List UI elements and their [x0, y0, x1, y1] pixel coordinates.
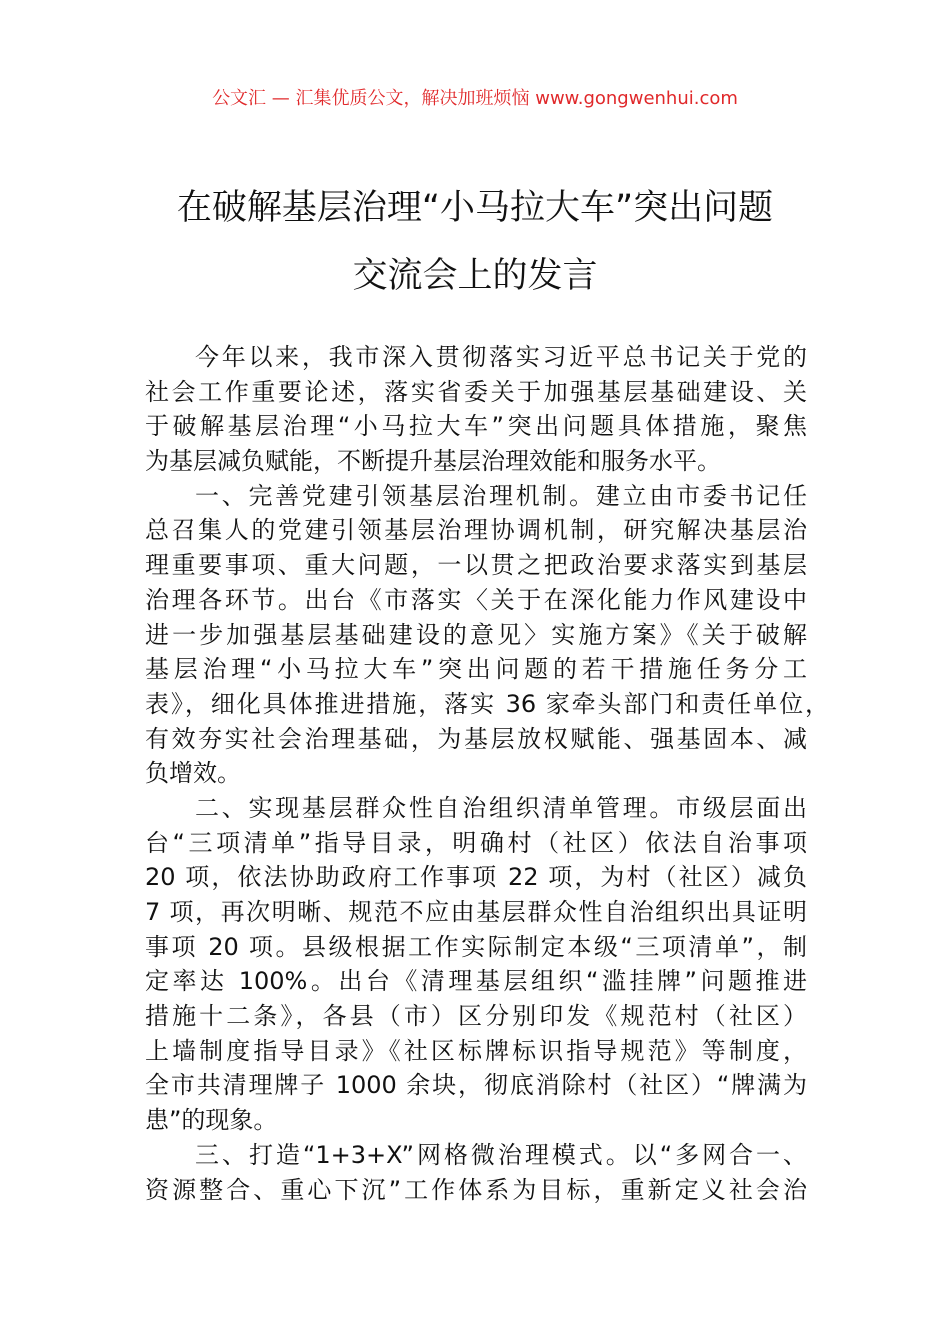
paragraph-line: 二、实现基层群众性自治组织清单管理。市级层面出 [195, 793, 807, 822]
paragraph-line: 负增效。 [145, 759, 241, 788]
paragraph-line: 一、完善党建引领基层治理机制。建立由市委书记任 [195, 481, 807, 510]
paragraph-line: 20 项，依法协助政府工作事项 22 项，为村（社区）减负 [145, 863, 807, 892]
paragraph-line: 为基层减负赋能，不断提升基层治理效能和服务水平。 [145, 447, 721, 476]
paragraph-line: 基层治理“小马拉大车”突出问题的若干措施任务分工 [145, 655, 807, 684]
paragraph-line: 定率达 100%。出台《清理基层组织“滥挂牌”问题推进 [145, 967, 807, 996]
watermark-header: 公文汇 — 汇集优质公文，解决加班烦恼 www.gongwenhui.com [212, 88, 738, 109]
paragraph-line: 治理各环节。出台《市落实〈关于在深化能力作风建设中 [145, 585, 807, 614]
document-title-line-2: 交流会上的发言 [352, 256, 598, 296]
paragraph-line: 资源整合、重心下沉”工作体系为目标，重新定义社会治 [145, 1175, 807, 1204]
paragraph-line: 于破解基层治理“小马拉大车”突出问题具体措施，聚焦 [145, 412, 807, 441]
paragraph-line: 患”的现象。 [145, 1106, 278, 1135]
paragraph-line: 上墙制度指导目录》《社区标牌标识指导规范》等制度， [145, 1036, 807, 1065]
paragraph [145, 479, 829, 791]
paragraph-line: 总召集人的党建引领基层治理协调机制，研究解决基层治 [145, 516, 807, 545]
paragraph-line: 表》，细化具体推进措施，落实 36 家牵头部门和责任单位， [145, 689, 829, 718]
paragraph [145, 1138, 807, 1207]
paragraph-line: 7 项，再次明晰、规范不应由基层群众性自治组织出具证明 [145, 898, 807, 926]
paragraph-line: 全市共清理牌子 1000 余块，彻底消除村（社区）“牌满为 [145, 1071, 807, 1100]
paragraph-line: 社会工作重要论述，落实省委关于加强基层基础建设、关 [145, 377, 807, 406]
paragraph-line: 事项 20 项。县级根据工作实际制定本级“三项清单”，制 [145, 932, 807, 961]
paragraph [145, 340, 807, 479]
paragraph [145, 791, 807, 1138]
paragraph-line: 三、打造“1+3+X”网格微治理模式。以“多网合一、 [195, 1140, 807, 1169]
paragraph-line: 今年以来，我市深入贯彻落实习近平总书记关于党的 [195, 343, 807, 371]
paragraph-line: 台“三项清单”指导目录，明确村（社区）依法自治事项 [145, 828, 807, 857]
paragraph-line: 理重要事项、重大问题，一以贯之把政治要求落实到基层 [145, 551, 807, 580]
paragraph-line: 措施十二条》，各县（市）区分别印发《规范村（社区） [145, 1002, 807, 1031]
document-body [145, 340, 829, 1207]
document-title-line-1: 在破解基层治理“小马拉大车”突出问题 [176, 188, 774, 228]
paragraph-line: 有效夯实社会治理基础，为基层放权赋能、强基固本、减 [145, 724, 807, 753]
paragraph-line: 进一步加强基层基础建设的意见〉实施方案》《关于破解 [145, 620, 807, 649]
